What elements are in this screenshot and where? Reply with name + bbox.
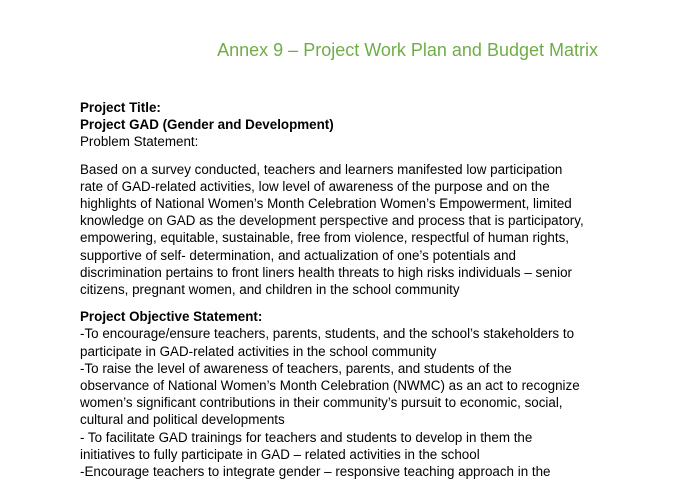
- project-title-label: Project Title:: [80, 100, 161, 115]
- objective-line: women’s significant contributions in their community’s pursuit to economic, social,: [80, 395, 563, 411]
- document-body: [80, 99, 620, 480]
- section-gap: [80, 298, 620, 308]
- objective-line: cultural and political developments: [80, 412, 285, 428]
- problem-line: knowledge on GAD as the development perspective and process that is participatory,: [80, 213, 584, 229]
- objective-line: observance of National Women’s Month Celebration (NWMC) as an act to recognize: [80, 378, 580, 394]
- project-title-value: Project GAD (Gender and Development): [80, 117, 334, 133]
- objective-statement-label: Project Objective Statement:: [80, 309, 263, 325]
- annex-title: Annex 9 – Project Work Plan and Budget Matrix: [217, 40, 598, 60]
- objective-line: -To raise the level of awareness of teachers, parents, and students of the: [80, 360, 512, 376]
- problem-line: rate of GAD-related activities, low level of awareness of the purpose and on the: [80, 178, 550, 194]
- problem-line: supportive of self- determination, and actualization of one’s potentials and: [80, 247, 516, 263]
- problem-line: Based on a survey conducted, teachers and learners manifested low participation: [80, 161, 563, 177]
- objective-line: -To encourage/ensure teachers, parents, students, and the school’s stakeholders to: [80, 326, 575, 342]
- objective-line: - To facilitate GAD trainings for teachers and students to develop in them the: [80, 429, 533, 445]
- problem-line: discrimination pertains to front liners health threats to high risks individuals – senior: [80, 264, 572, 280]
- problem-line: empowering, equitable, sustainable, free from violence, respectful of human rights,: [80, 230, 570, 246]
- problem-statement-text: [80, 161, 620, 299]
- problem-line: citizens, pregnant women, and children in the school community: [80, 282, 460, 298]
- objective-statement-text: [80, 325, 620, 480]
- problem-line: highlights of National Women’s Month Celebration Women’s Empowerment, limited: [80, 196, 572, 212]
- problem-statement-label: Problem Statement:: [80, 134, 199, 150]
- section-gap: [80, 151, 620, 161]
- objective-line: -Encourage teachers to integrate gender – responsive teaching approach in the: [80, 464, 551, 480]
- objective-line: initiatives to fully participate in GAD – related activities in the school: [80, 446, 480, 462]
- objective-line: participate in GAD-related activities in the school community: [80, 343, 437, 359]
